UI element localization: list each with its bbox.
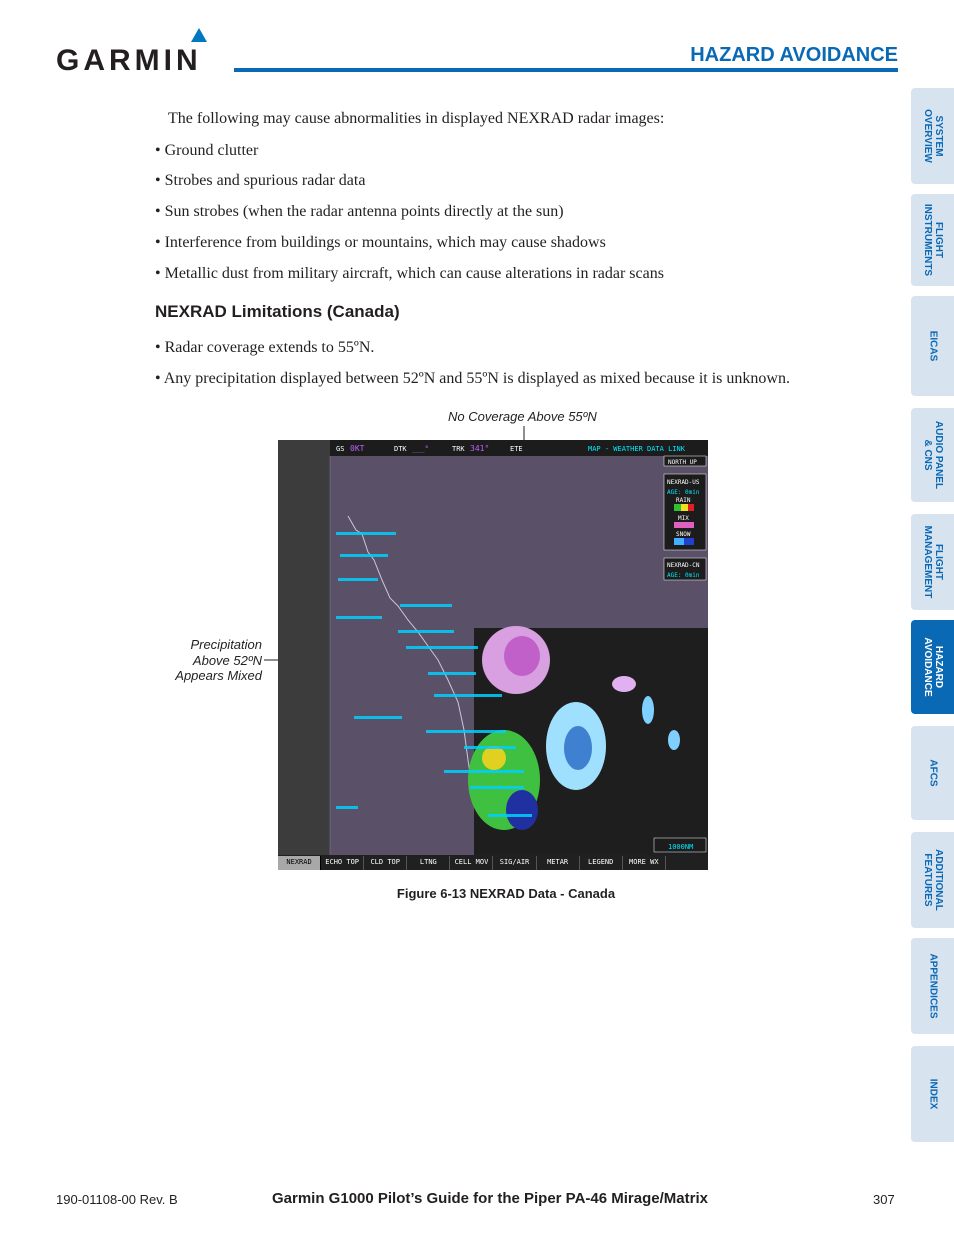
softkey-cld-top[interactable]: CLD TOP bbox=[364, 856, 407, 870]
legend-snow: SNOW bbox=[676, 531, 691, 538]
softkey-echo-top[interactable]: ECHO TOP bbox=[321, 856, 364, 870]
gs-value: 0KT bbox=[350, 444, 365, 453]
softkey-cell-mov[interactable]: CELL MOV bbox=[450, 856, 493, 870]
section-heading: NEXRAD Limitations (Canada) bbox=[155, 302, 400, 321]
logo-triangle-icon bbox=[191, 28, 207, 42]
tab-appendices[interactable] bbox=[911, 938, 954, 1034]
page-number: 307 bbox=[873, 1192, 895, 1207]
tab-label: FLIGHT MANAGEMENT bbox=[921, 525, 944, 599]
callout-no-coverage: No Coverage Above 55ºN bbox=[448, 409, 597, 424]
header-rule bbox=[234, 68, 898, 72]
doc-number: 190-01108-00 Rev. B bbox=[56, 1192, 178, 1207]
range-value: 1000NM bbox=[668, 843, 694, 851]
bullet-item: • Ground clutter bbox=[155, 142, 259, 159]
legend-cn-age: AGE: 0min bbox=[667, 572, 700, 579]
tab-label: INDEX bbox=[927, 1078, 938, 1110]
legend-rain: RAIN bbox=[676, 497, 691, 504]
tab-afcs[interactable] bbox=[911, 726, 954, 820]
legend-mix: MIX bbox=[678, 515, 689, 522]
figure-caption: Figure 6-13 NEXRAD Data - Canada bbox=[396, 886, 616, 901]
softkey-legend[interactable]: LEGEND bbox=[580, 856, 623, 870]
bullet-item: • Any precipitation displayed between 52ºN and 55ºN is displayed as mixed because it is unknown. bbox=[155, 370, 790, 387]
softkey-metar[interactable]: METAR bbox=[537, 856, 580, 870]
orientation-label: NORTH UP bbox=[668, 459, 697, 466]
gs-label: GS bbox=[336, 445, 345, 453]
softkey-nexrad[interactable]: NEXRAD bbox=[278, 856, 321, 870]
bullet-item: • Strobes and spurious radar data bbox=[155, 172, 366, 189]
tab-flight-instruments[interactable] bbox=[911, 194, 954, 286]
tab-label: APPENDICES bbox=[927, 953, 938, 1019]
tab-index[interactable] bbox=[911, 1046, 954, 1142]
softkey-blank[interactable] bbox=[666, 856, 708, 870]
footer-title: Garmin G1000 Pilot’s Guide for the Piper PA-46 Mirage/Matrix bbox=[272, 1190, 708, 1207]
ete-label: ETE bbox=[510, 445, 523, 453]
callout-precip-line1: Precipitation bbox=[190, 637, 262, 652]
tab-system-overview[interactable] bbox=[911, 88, 954, 184]
garmin-logo bbox=[56, 28, 221, 76]
page-title: MAP - WEATHER DATA LINK bbox=[588, 445, 685, 453]
tab-flight-management[interactable] bbox=[911, 514, 954, 610]
section-title: HAZARD AVOIDANCE bbox=[690, 44, 898, 66]
logo-text: GARMIN bbox=[56, 44, 202, 77]
callout-precip-line2: Above 52ºN bbox=[192, 653, 262, 668]
bullet-item: • Sun strobes (when the radar antenna points directly at the sun) bbox=[155, 203, 564, 220]
dtk-value: ___° bbox=[412, 445, 429, 453]
softkey-ltng[interactable]: LTNG bbox=[407, 856, 450, 870]
tab-label: AUDIO PANEL & CNS bbox=[921, 420, 944, 490]
legend-us-title: NEXRAD-US bbox=[667, 479, 700, 486]
tab-label: AFCS bbox=[927, 759, 938, 787]
trk-value: 341° bbox=[470, 444, 490, 453]
tab-additional-features[interactable] bbox=[911, 832, 954, 928]
callout-precip-line3: Appears Mixed bbox=[175, 668, 262, 683]
dtk-label: DTK bbox=[394, 445, 407, 453]
tab-label: SYSTEM OVERVIEW bbox=[921, 109, 944, 163]
bullet-item: • Radar coverage extends to 55ºN. bbox=[155, 339, 375, 356]
bullet-item: • Interference from buildings or mountains, which may cause shadows bbox=[155, 234, 606, 251]
tab-label: HAZARD AVOIDANCE bbox=[921, 637, 944, 697]
legend-us-age: AGE: 0min bbox=[667, 489, 700, 496]
tab-label: ADDITIONAL FEATURES bbox=[921, 849, 944, 911]
bullet-item: • Metallic dust from military aircraft, which can cause alterations in radar scans bbox=[155, 265, 664, 282]
softkey-more-wx[interactable]: MORE WX bbox=[623, 856, 666, 870]
tab-label: EICAS bbox=[927, 330, 938, 362]
tab-eicas[interactable] bbox=[911, 296, 954, 396]
intro-paragraph: The following may cause abnormalities in displayed NEXRAD radar images: bbox=[168, 110, 665, 127]
nexrad-canada-figure bbox=[278, 440, 708, 870]
tab-label: FLIGHT INSTRUMENTS bbox=[921, 203, 944, 277]
legend-cn-title: NEXRAD-CN bbox=[667, 562, 700, 569]
softkey-sig-air[interactable]: SIG/AIR bbox=[493, 856, 536, 870]
trk-label: TRK bbox=[452, 445, 465, 453]
tab-audio-panel[interactable] bbox=[911, 408, 954, 502]
tab-hazard-avoidance[interactable] bbox=[911, 620, 954, 714]
softkey-bar bbox=[278, 856, 708, 870]
